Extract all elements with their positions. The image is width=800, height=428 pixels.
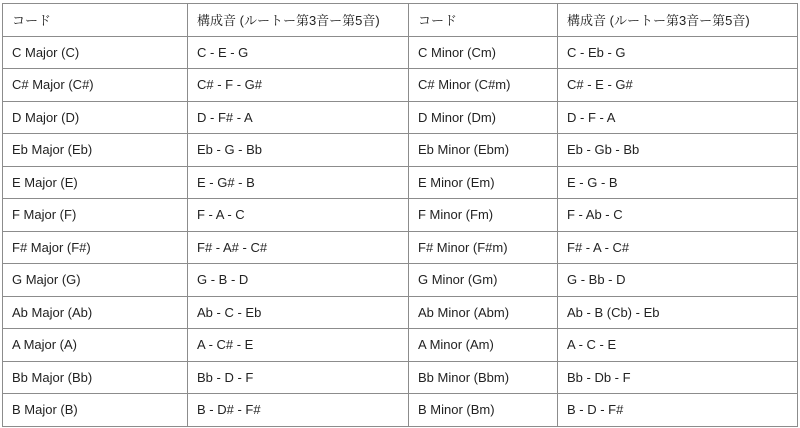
- table-header: [3, 4, 798, 37]
- chord-table: [2, 3, 798, 427]
- minor-chord-cell: Bb Minor (Bbm): [409, 361, 558, 394]
- minor-notes-cell: B - D - F#: [558, 394, 798, 427]
- major-chord-cell: Bb Major (Bb): [3, 361, 188, 394]
- major-notes-cell: Eb - G - Bb: [188, 134, 409, 167]
- major-notes-cell: B - D# - F#: [188, 394, 409, 427]
- minor-notes-cell: D - F - A: [558, 101, 798, 134]
- major-notes-cell: E - G# - B: [188, 166, 409, 199]
- table-row: [3, 199, 798, 232]
- minor-notes-cell: G - Bb - D: [558, 264, 798, 297]
- major-notes-cell: C - E - G: [188, 36, 409, 69]
- major-chord-cell: Eb Major (Eb): [3, 134, 188, 167]
- minor-chord-cell: Ab Minor (Abm): [409, 296, 558, 329]
- minor-notes-cell: Ab - B (Cb) - Eb: [558, 296, 798, 329]
- major-chord-cell: C# Major (C#): [3, 69, 188, 102]
- major-notes-cell: F - A - C: [188, 199, 409, 232]
- major-chord-cell: F# Major (F#): [3, 231, 188, 264]
- major-notes-cell: D - F# - A: [188, 101, 409, 134]
- minor-notes-cell: A - C - E: [558, 329, 798, 362]
- table-row: [3, 36, 798, 69]
- minor-notes-cell: F - Ab - C: [558, 199, 798, 232]
- minor-chord-cell: A Minor (Am): [409, 329, 558, 362]
- minor-notes-cell: C# - E - G#: [558, 69, 798, 102]
- major-notes-cell: G - B - D: [188, 264, 409, 297]
- minor-notes-cell: E - G - B: [558, 166, 798, 199]
- minor-chord-cell: D Minor (Dm): [409, 101, 558, 134]
- minor-notes-cell: Bb - Db - F: [558, 361, 798, 394]
- major-chord-cell: D Major (D): [3, 101, 188, 134]
- major-chord-cell: G Major (G): [3, 264, 188, 297]
- table-row: [3, 394, 798, 427]
- major-notes-cell: A - C# - E: [188, 329, 409, 362]
- table-body: [3, 36, 798, 426]
- minor-chord-cell: E Minor (Em): [409, 166, 558, 199]
- table-row: [3, 166, 798, 199]
- table-row: [3, 361, 798, 394]
- minor-notes-cell: Eb - Gb - Bb: [558, 134, 798, 167]
- header-minor-notes: 構成音 (ルートー第3音ー第5音): [558, 4, 798, 37]
- major-chord-cell: B Major (B): [3, 394, 188, 427]
- minor-chord-cell: C# Minor (C#m): [409, 69, 558, 102]
- major-chord-cell: C Major (C): [3, 36, 188, 69]
- major-chord-cell: F Major (F): [3, 199, 188, 232]
- minor-chord-cell: Eb Minor (Ebm): [409, 134, 558, 167]
- major-chord-cell: Ab Major (Ab): [3, 296, 188, 329]
- major-chord-cell: E Major (E): [3, 166, 188, 199]
- table-row: [3, 101, 798, 134]
- major-chord-cell: A Major (A): [3, 329, 188, 362]
- minor-chord-cell: B Minor (Bm): [409, 394, 558, 427]
- table-row: [3, 69, 798, 102]
- header-major-chord: コード: [3, 4, 188, 37]
- minor-chord-cell: F Minor (Fm): [409, 199, 558, 232]
- header-major-notes: 構成音 (ルートー第3音ー第5音): [188, 4, 409, 37]
- table-row: [3, 231, 798, 264]
- table-row: [3, 296, 798, 329]
- minor-notes-cell: C - Eb - G: [558, 36, 798, 69]
- minor-chord-cell: F# Minor (F#m): [409, 231, 558, 264]
- header-row: [3, 4, 798, 37]
- table-row: [3, 264, 798, 297]
- minor-chord-cell: G Minor (Gm): [409, 264, 558, 297]
- major-notes-cell: Bb - D - F: [188, 361, 409, 394]
- minor-notes-cell: F# - A - C#: [558, 231, 798, 264]
- major-notes-cell: F# - A# - C#: [188, 231, 409, 264]
- table-row: [3, 329, 798, 362]
- minor-chord-cell: C Minor (Cm): [409, 36, 558, 69]
- header-minor-chord: コード: [409, 4, 558, 37]
- major-notes-cell: C# - F - G#: [188, 69, 409, 102]
- table-row: [3, 134, 798, 167]
- major-notes-cell: Ab - C - Eb: [188, 296, 409, 329]
